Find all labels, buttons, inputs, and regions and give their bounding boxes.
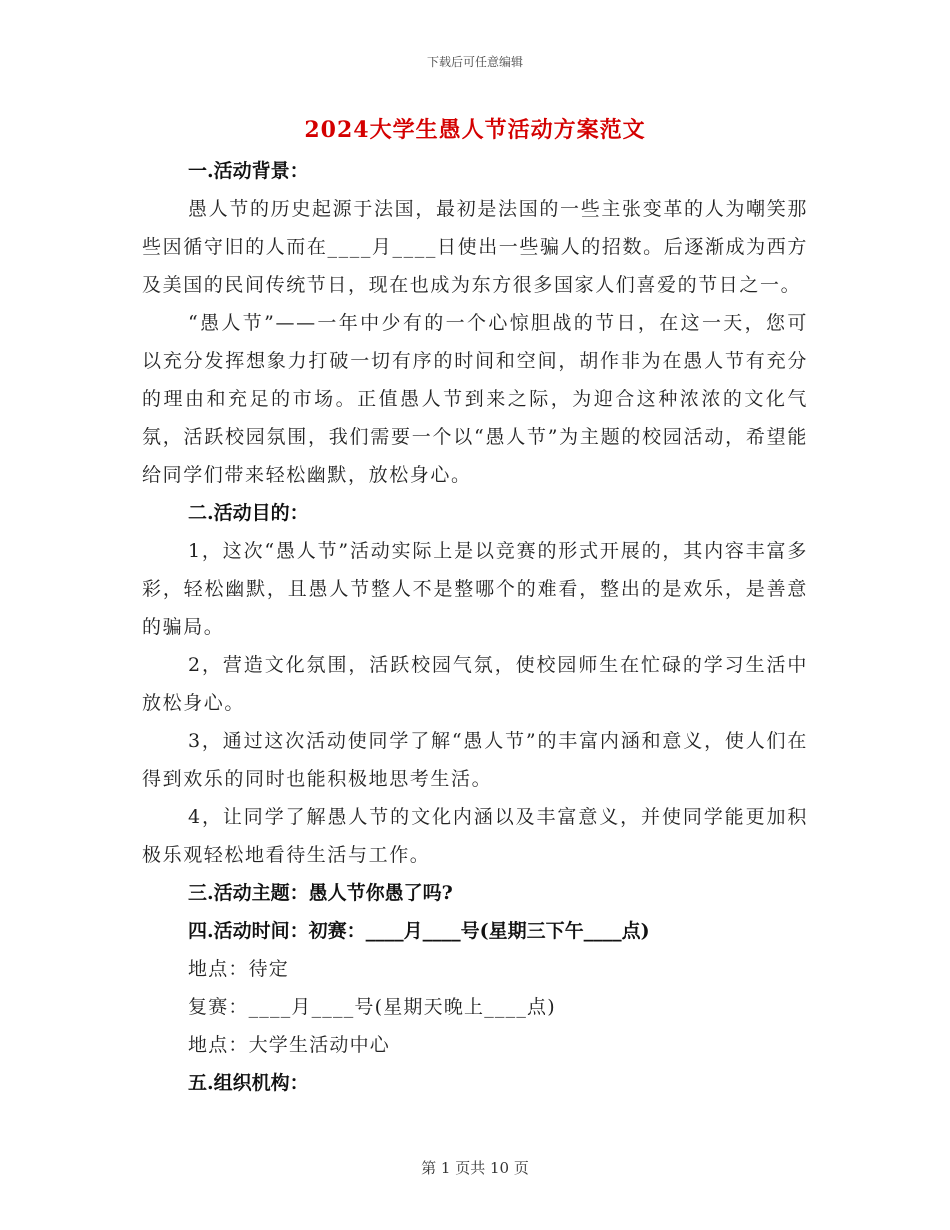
background-paragraph-2: “愚人节”——一年中少有的一个心惊胆战的节日，在这一天，您可以充分发挥想象力打破一切有序的时间和空间，胡作非为在愚人节有充分的理由和充足的市场。正值愚人节到来之际，为迎合这种浓浓的文化气氛，活跃校园氛围，我们需要一个以“愚人节”为主题的校园活动，希望能给同学们带来轻松幽默，放松身心。	[142, 312, 808, 486]
purpose-item: 1，这次“愚人节”活动实际上是以竞赛的形式开展的，其内容丰富多彩，轻松幽默，且愚人节整人不是整哪个的难看，整出的是欢乐，是善意的骗局。	[142, 540, 808, 638]
purpose-item: 4，让同学了解愚人节的文化内涵以及丰富意义，并使同学能更加积极乐观轻松地看待生活与工作。	[142, 806, 808, 866]
purpose-item: 2，营造文化氛围，活跃校园气氛，使校园师生在忙碌的学习生活中放松身心。	[142, 654, 808, 714]
section-heading-purpose: 二.活动目的：	[188, 502, 309, 524]
final-round-venue: 地点：大学生活动中心	[188, 1034, 391, 1056]
document-title: 2024大学生愚人节活动方案范文	[304, 117, 646, 143]
background-paragraph-1: 愚人节的历史起源于法国，最初是法国的一些主张变革的人为嘲笑那些因循守旧的人而在____月____日使出一些骗人的招数。后逐渐成为西方及美国的民间传统节日，现在也成为东方很多国家人们喜爱的节日之一。	[142, 198, 808, 296]
section-heading-organization: 五.组织机构：	[188, 1072, 309, 1094]
section-heading-theme: 三.活动主题：愚人节你愚了吗?	[188, 882, 453, 904]
page-number: 第 1 页共 10 页	[421, 1159, 529, 1177]
document-body	[142, 112, 808, 1102]
page-header-note: 下载后可任意编辑	[426, 55, 523, 69]
section-heading-background: 一.活动背景：	[188, 160, 309, 182]
preliminary-venue: 地点：待定	[188, 958, 290, 980]
section-heading-time: 四.活动时间：初赛：____月____号(星期三下午____点)	[188, 920, 650, 942]
purpose-item: 3，通过这次活动使同学了解“愚人节”的丰富内涵和意义，使人们在得到欢乐的同时也能积极地思考生活。	[142, 730, 808, 790]
final-round-time: 复赛：____月____号(星期天晚上____点)	[188, 996, 556, 1018]
